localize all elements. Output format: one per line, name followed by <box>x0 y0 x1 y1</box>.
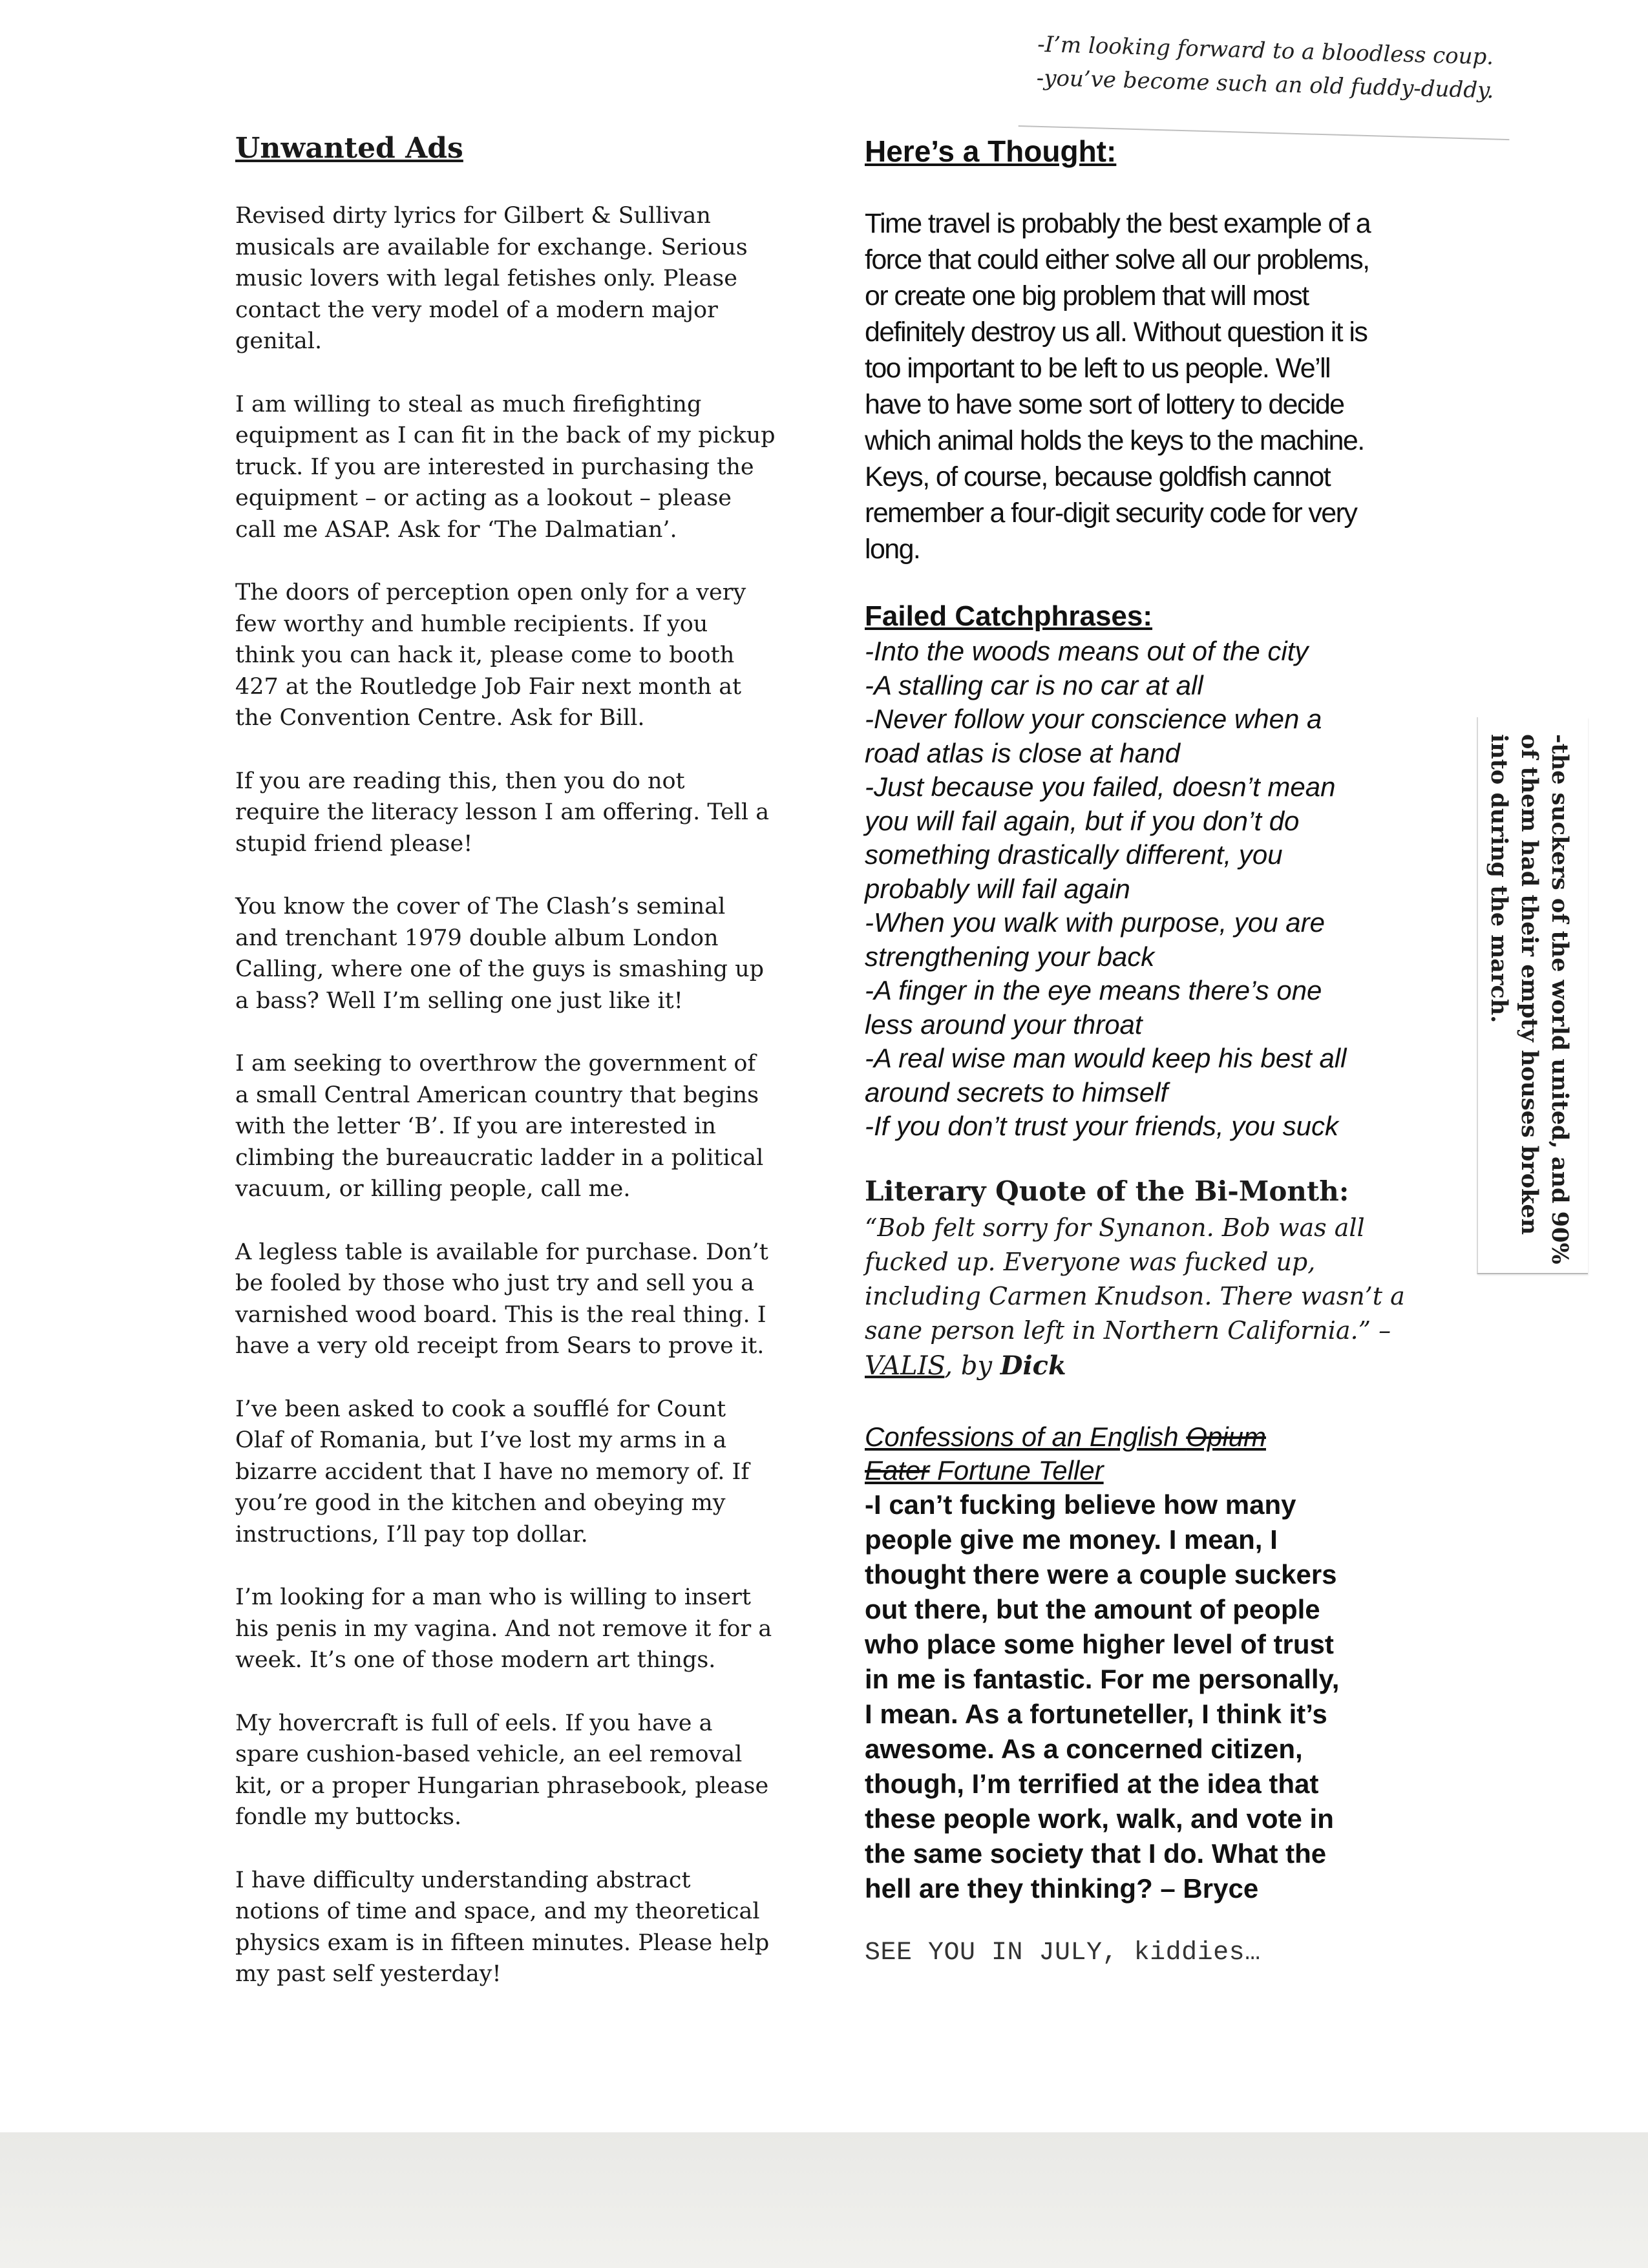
confessions-title-part2: Fortune Teller <box>929 1454 1104 1486</box>
catchphrase-line: strengthening your back <box>865 941 1155 972</box>
catchphrase-line: -Never follow your conscience when a <box>865 704 1322 734</box>
ad-item <box>235 1394 798 1551</box>
ad-line: call me ASAP. Ask for ‘The Dalmatian’. <box>235 516 677 543</box>
ad-line: think you can hack it, please come to booth <box>235 642 735 668</box>
ad-line: Calling, where one of the guys is smashing up <box>235 956 765 982</box>
ad-line: musicals are available for exchange. Serious <box>235 234 748 260</box>
ad-line: a bass? Well I’m selling one just like it! <box>235 987 683 1014</box>
literary-quote-source <box>865 1348 1427 1384</box>
ad-line: truck. If you are interested in purchasing the <box>235 454 754 480</box>
ad-item <box>235 1708 798 1833</box>
quote-source-title: VALIS <box>865 1350 945 1381</box>
side-clipping-line: -the suckers of the world united, and 90% <box>1547 734 1573 1265</box>
ad-item <box>235 389 798 546</box>
catchphrase-line: you will fail again, but if you don’t do <box>865 805 1300 836</box>
ad-item <box>235 1582 798 1676</box>
ad-line: vacuum, or killing people, call me. <box>235 1176 631 1202</box>
confession-line: though, I’m terrified at the idea that <box>865 1768 1319 1799</box>
thought-line: long. <box>865 534 920 565</box>
ads-list <box>235 200 798 1990</box>
ad-line: I am seeking to overthrow the government of <box>235 1051 756 1076</box>
catchphrase-line: -If you don’t trust your friends, you suck <box>865 1111 1338 1141</box>
catchphrase-line: -A stalling car is no car at all <box>865 669 1203 700</box>
ad-line: few worthy and humble recipients. If you <box>235 611 708 637</box>
ad-line: have a very old receipt from Sears to prove it. <box>235 1333 765 1359</box>
confession-line: hell are they thinking? – Bryce <box>865 1873 1259 1904</box>
confessions-title <box>865 1420 1427 1487</box>
ad-line: varnished wood board. This is the real thing. I <box>235 1301 766 1328</box>
thought-title: Here’s a Thought: <box>865 134 1117 168</box>
unwanted-ads-title: Unwanted Ads <box>235 132 463 165</box>
catchphrase-line: around secrets to himself <box>865 1076 1168 1108</box>
catchphrase-line: -When you walk with purpose, you are <box>865 907 1326 938</box>
ad-line: bizarre accident that I have no memory of. If <box>235 1458 750 1485</box>
ad-line: physics exam is in fifteen minutes. Please help <box>235 1929 770 1956</box>
ad-line: A legless table is available for purchase. Don’t <box>235 1239 768 1265</box>
thought-line: which animal holds the keys to the machine. <box>865 425 1364 456</box>
thought-line: or create one big problem that will most <box>865 280 1309 311</box>
confessions-title-part1: Confessions of an English <box>865 1421 1187 1452</box>
ad-line: Revised dirty lyrics for Gilbert & Sullivan <box>235 203 711 229</box>
confession-line: -I can’t fucking believe how many <box>865 1489 1296 1520</box>
confessions-title-struck2: Eater <box>865 1454 930 1486</box>
side-clipping-line: of them had their empty houses broken <box>1516 734 1543 1235</box>
signoff: SEE YOU IN JULY, kiddies… <box>865 1938 1261 1968</box>
ad-line: you’re good in the kitchen and obeying my <box>235 1490 726 1516</box>
literary-quote-title: Literary Quote of the Bi-Month: <box>865 1175 1349 1207</box>
ad-line: week. It’s one of those modern art things. <box>235 1647 716 1673</box>
confession-line: thought there were a couple suckers <box>865 1559 1337 1590</box>
ad-line: spare cushion-based vehicle, an eel removal <box>235 1741 743 1767</box>
catchphrase-line: -A finger in the eye means there’s one <box>865 975 1322 1005</box>
side-clipping-text <box>1484 734 1575 1264</box>
ad-line: The doors of perception open only for a very <box>235 580 746 605</box>
right-column <box>865 129 1427 1968</box>
ad-line: I have difficulty understanding abstract <box>235 1867 691 1893</box>
quote-source-by: , by <box>944 1350 1000 1381</box>
top-clipping <box>1019 27 1512 140</box>
confessions-body <box>865 1487 1427 1906</box>
ad-line: my past self yesterday! <box>235 1961 502 1987</box>
ad-item <box>235 577 798 734</box>
ad-item <box>235 766 798 860</box>
catchphrase-line: -Just because you failed, doesn’t mean <box>865 772 1336 802</box>
catchphrase-line: probably will fail again <box>865 873 1130 904</box>
thought-body <box>865 205 1427 567</box>
ad-line: equipment – or acting as a lookout – please <box>235 485 732 511</box>
top-clipping-line: -you’ve become such an old fuddy-duddy. <box>1036 65 1495 104</box>
ad-line: You know the cover of The Clash’s seminal <box>235 894 726 919</box>
thought-line: Time travel is probably the best example of a <box>865 208 1371 239</box>
ad-line: notions of time and space, and my theoretical <box>235 1898 760 1924</box>
ad-line: climbing the bureaucratic ladder in a political <box>235 1144 764 1171</box>
quote-line: sane person left in Northern California.” – <box>865 1316 1391 1345</box>
ad-line: equipment as I can fit in the back of my pickup <box>235 423 776 448</box>
ad-line: with the letter ‘B’. If you are interested in <box>235 1113 716 1139</box>
ad-line: I am willing to steal as much firefighting <box>235 391 702 417</box>
ad-line: 427 at the Routledge Job Fair next month at <box>235 673 742 700</box>
ad-item <box>235 1237 798 1362</box>
catchphrase-line: -A real wise man would keep his best all <box>865 1043 1347 1073</box>
quote-line: “Bob felt sorry for Synanon. Bob was all <box>865 1213 1365 1242</box>
ad-line: a small Central American country that begins <box>235 1082 759 1108</box>
ad-line: and trenchant 1979 double album London <box>235 925 719 951</box>
catchphrase-line: road atlas is close at hand <box>865 737 1180 768</box>
ad-line: kit, or a proper Hungarian phrasebook, please <box>235 1772 769 1799</box>
confession-line: who place some higher level of trust <box>865 1628 1334 1659</box>
confessions-title-struck1: Opium <box>1186 1421 1266 1452</box>
scanner-background <box>0 2132 1648 2268</box>
ad-line: be fooled by those who just try and sell you a <box>235 1270 755 1296</box>
catchphrases-list <box>865 635 1427 1144</box>
ad-line: genital. <box>235 328 322 354</box>
ad-line: require the literacy lesson I am offering. Tell a <box>235 799 770 825</box>
ad-line: his penis in my vagina. And not remove it for a <box>235 1615 772 1642</box>
thought-line: remember a four-digit security code for very <box>865 498 1357 529</box>
ad-line: music lovers with legal fetishes only. Please <box>235 266 737 291</box>
ad-line: instructions, I’ll pay top dollar. <box>235 1521 588 1548</box>
quote-source-author: Dick <box>1000 1350 1066 1381</box>
quote-line: fucked up. Everyone was fucked up, <box>865 1247 1316 1276</box>
top-clipping-line: -I’m looking forward to a bloodless coup. <box>1037 31 1494 70</box>
ad-line: If you are reading this, then you do not <box>235 768 685 794</box>
ad-item <box>235 1048 798 1205</box>
ad-line: Olaf of Romania, but I’ve lost my arms in a <box>235 1427 727 1453</box>
catchphrase-line: -Into the woods means out of the city <box>865 636 1309 666</box>
confession-line: the same society that I do. What the <box>865 1838 1327 1869</box>
confession-line: in me is fantastic. For me personally, <box>865 1663 1340 1694</box>
ad-line: I’m looking for a man who is willing to insert <box>235 1584 751 1610</box>
confession-line: people give me money. I mean, I <box>865 1524 1278 1555</box>
confession-line: awesome. As a concerned citizen, <box>865 1733 1303 1764</box>
confession-line: out there, but the amount of people <box>865 1593 1320 1624</box>
catchphrase-line: something drastically different, you <box>865 839 1283 870</box>
ad-item <box>235 891 798 1016</box>
catchphrase-line: less around your throat <box>865 1009 1143 1040</box>
thought-line: definitely destroy us all. Without question it is <box>865 317 1368 348</box>
quote-line: including Carmen Knudson. There wasn’t a <box>865 1281 1405 1310</box>
side-clipping <box>1477 717 1588 1274</box>
thought-line: too important to be left to us people. We’ll <box>865 353 1330 384</box>
ad-line: contact the very model of a modern major <box>235 297 718 323</box>
confession-line: these people work, walk, and vote in <box>865 1803 1334 1834</box>
literary-quote-body <box>865 1211 1427 1348</box>
side-clipping-line: into during the march. <box>1486 734 1512 1024</box>
ad-line: the Convention Centre. Ask for Bill. <box>235 705 645 731</box>
unwanted-ads-column <box>235 129 798 2022</box>
ad-line: fondle my buttocks. <box>235 1804 462 1830</box>
thought-line: force that could either solve all our problems, <box>865 244 1369 275</box>
ad-line: stupid friend please! <box>235 830 473 857</box>
confession-line: I mean. As a fortuneteller, I think it’s <box>865 1698 1327 1729</box>
ad-line: I’ve been asked to cook a soufflé for Count <box>235 1396 726 1422</box>
ad-line: My hovercraft is full of eels. If you have a <box>235 1710 713 1736</box>
ad-item <box>235 200 798 357</box>
ad-item <box>235 1865 798 1990</box>
thought-line: Keys, of course, because goldfish cannot <box>865 461 1331 492</box>
catchphrases-title: Failed Catchphrases: <box>865 600 1153 632</box>
thought-line: have to have some sort of lottery to decide <box>865 389 1344 420</box>
